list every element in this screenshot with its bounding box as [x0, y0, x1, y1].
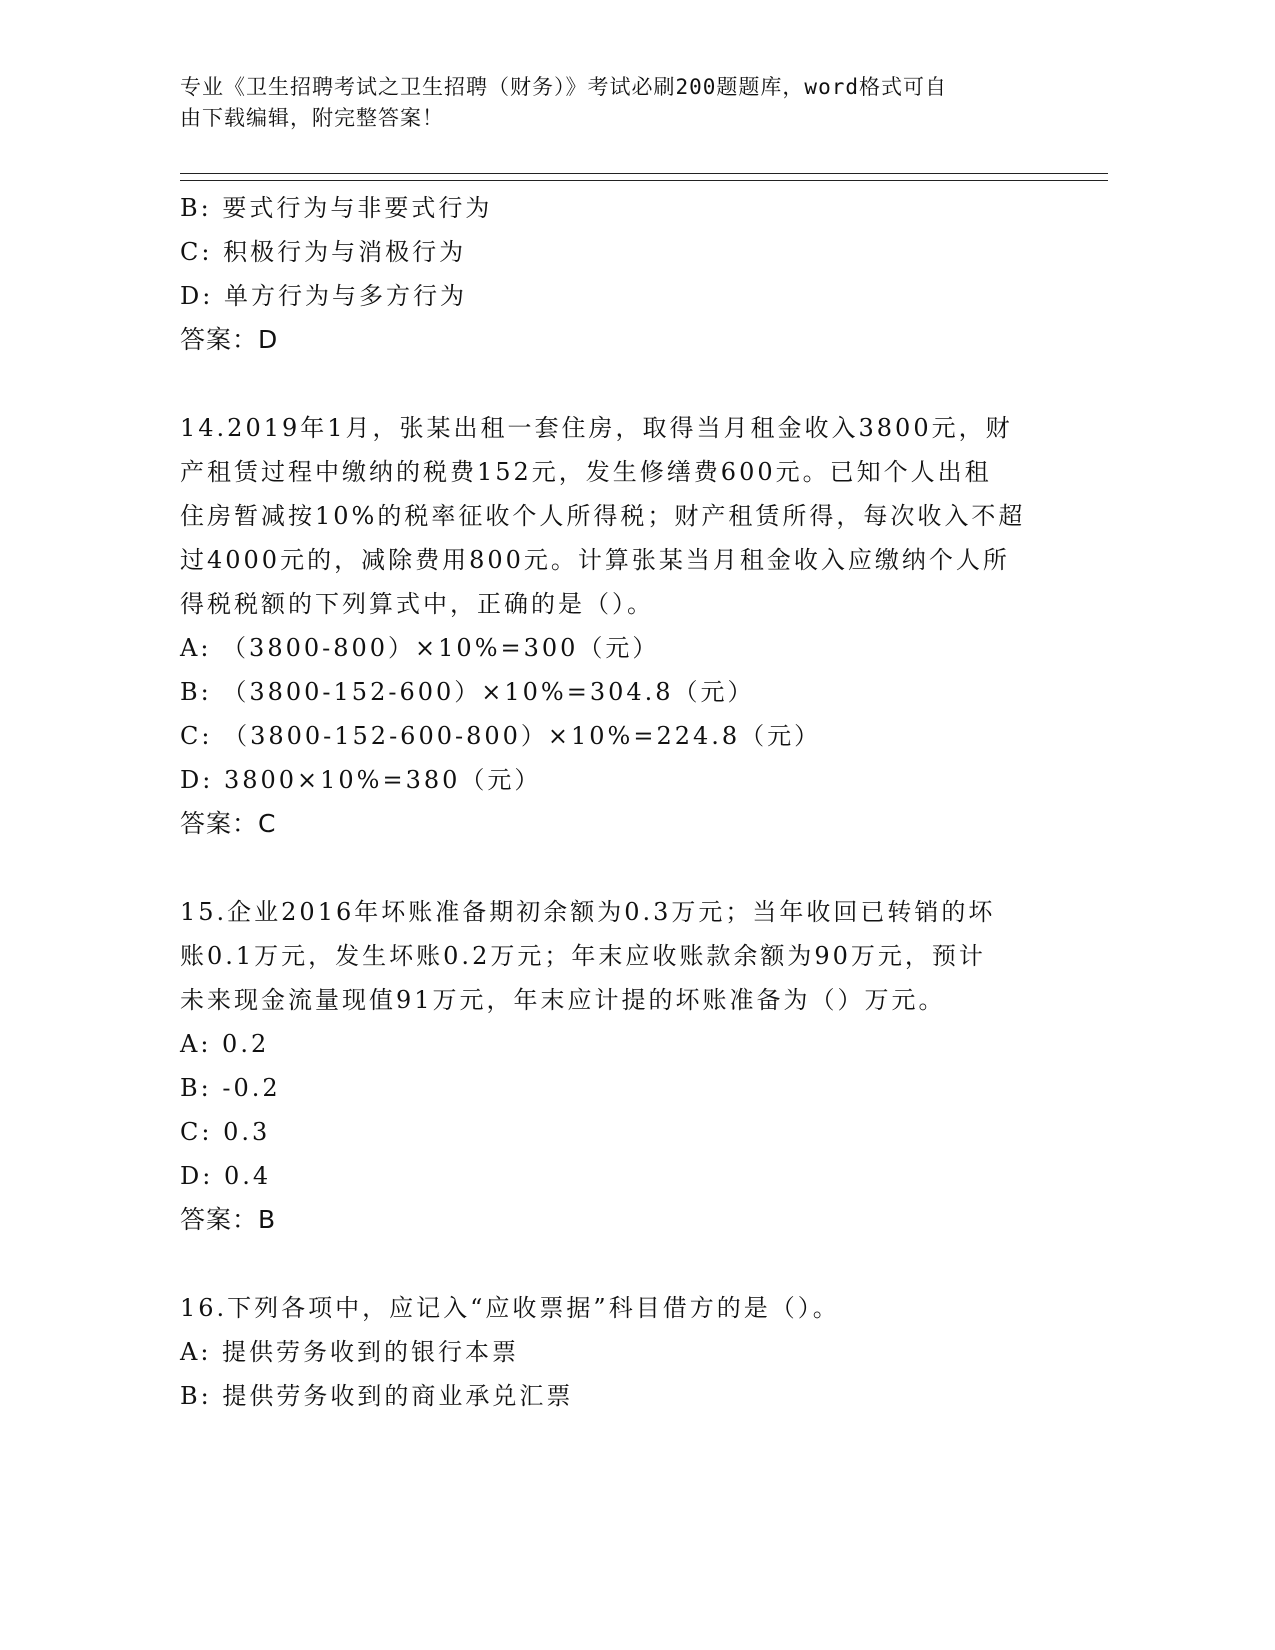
- q13-answer: 答案：D: [180, 325, 279, 354]
- q14-stem-line: 产租赁过程中缴纳的税费152元，发生修缮费600元。已知个人出租: [180, 458, 992, 486]
- q15-answer: 答案：B: [180, 1205, 277, 1234]
- q16-option-b: B: 提供劳务收到的商业承兑汇票: [180, 1382, 574, 1410]
- q15-stem-line: 15.企业2016年坏账准备期初余额为0.3万元；当年收回已转销的坏: [180, 898, 996, 926]
- q15-option-d: D: 0.4: [180, 1162, 272, 1190]
- header-divider-bottom: [180, 180, 1108, 181]
- spacer: [180, 1242, 1060, 1286]
- q14-stem-line: 得税税额的下列算式中，正确的是（）。: [180, 590, 654, 618]
- q15-stem-line: 未来现金流量现值91万元，年末应计提的坏账准备为（）万元。: [180, 986, 946, 1014]
- q14-stem-line: 14.2019年1月，张某出租一套住房，取得当月租金收入3800元，财: [180, 414, 1013, 442]
- header-divider-top: [180, 173, 1108, 174]
- header-line-2: 由下载编辑，附完整答案！: [180, 106, 444, 130]
- q15-stem-line: 账0.1万元，发生坏账0.2万元；年末应收账款余额为90万元，预计: [180, 942, 986, 970]
- question-14: [180, 406, 1060, 846]
- document-header: [180, 72, 1050, 134]
- question-13: [180, 186, 1060, 362]
- question-15: [180, 890, 1060, 1242]
- q14-answer: 答案：C: [180, 809, 277, 838]
- spacer: [180, 362, 1060, 406]
- question-16: [180, 1286, 1060, 1418]
- q16-option-a: A: 提供劳务收到的银行本票: [180, 1338, 520, 1366]
- q16-stem: 16.下列各项中，应记入“应收票据”科目借方的是（）。: [180, 1294, 840, 1322]
- question-list: [180, 186, 1060, 1418]
- spacer: [180, 846, 1060, 890]
- q14-stem-line: 住房暂减按10%的税率征收个人所得税；财产租赁所得，每次收入不超: [180, 502, 1026, 530]
- q14-option-b: B: （3800-152-600）×10%=304.8（元）: [180, 678, 755, 706]
- q14-option-c: C: （3800-152-600-800）×10%=224.8（元）: [180, 722, 822, 750]
- q15-option-a: A: 0.2: [180, 1030, 270, 1058]
- q13-option-d: D: 单方行为与多方行为: [180, 282, 467, 310]
- q14-option-a: A: （3800-800）×10%=300（元）: [180, 634, 660, 662]
- q15-option-c: C: 0.3: [180, 1118, 271, 1146]
- header-line-1: 专业《卫生招聘考试之卫生招聘（财务）》考试必刷200题题库，word格式可自: [180, 75, 947, 99]
- q14-option-d: D: 3800×10%=380（元）: [180, 766, 542, 794]
- q13-option-c: C: 积极行为与消极行为: [180, 238, 467, 266]
- q15-option-b: B: -0.2: [180, 1074, 281, 1102]
- q13-option-b: B: 要式行为与非要式行为: [180, 194, 493, 222]
- q14-stem-line: 过4000元的，减除费用800元。计算张某当月租金收入应缴纳个人所: [180, 546, 1010, 574]
